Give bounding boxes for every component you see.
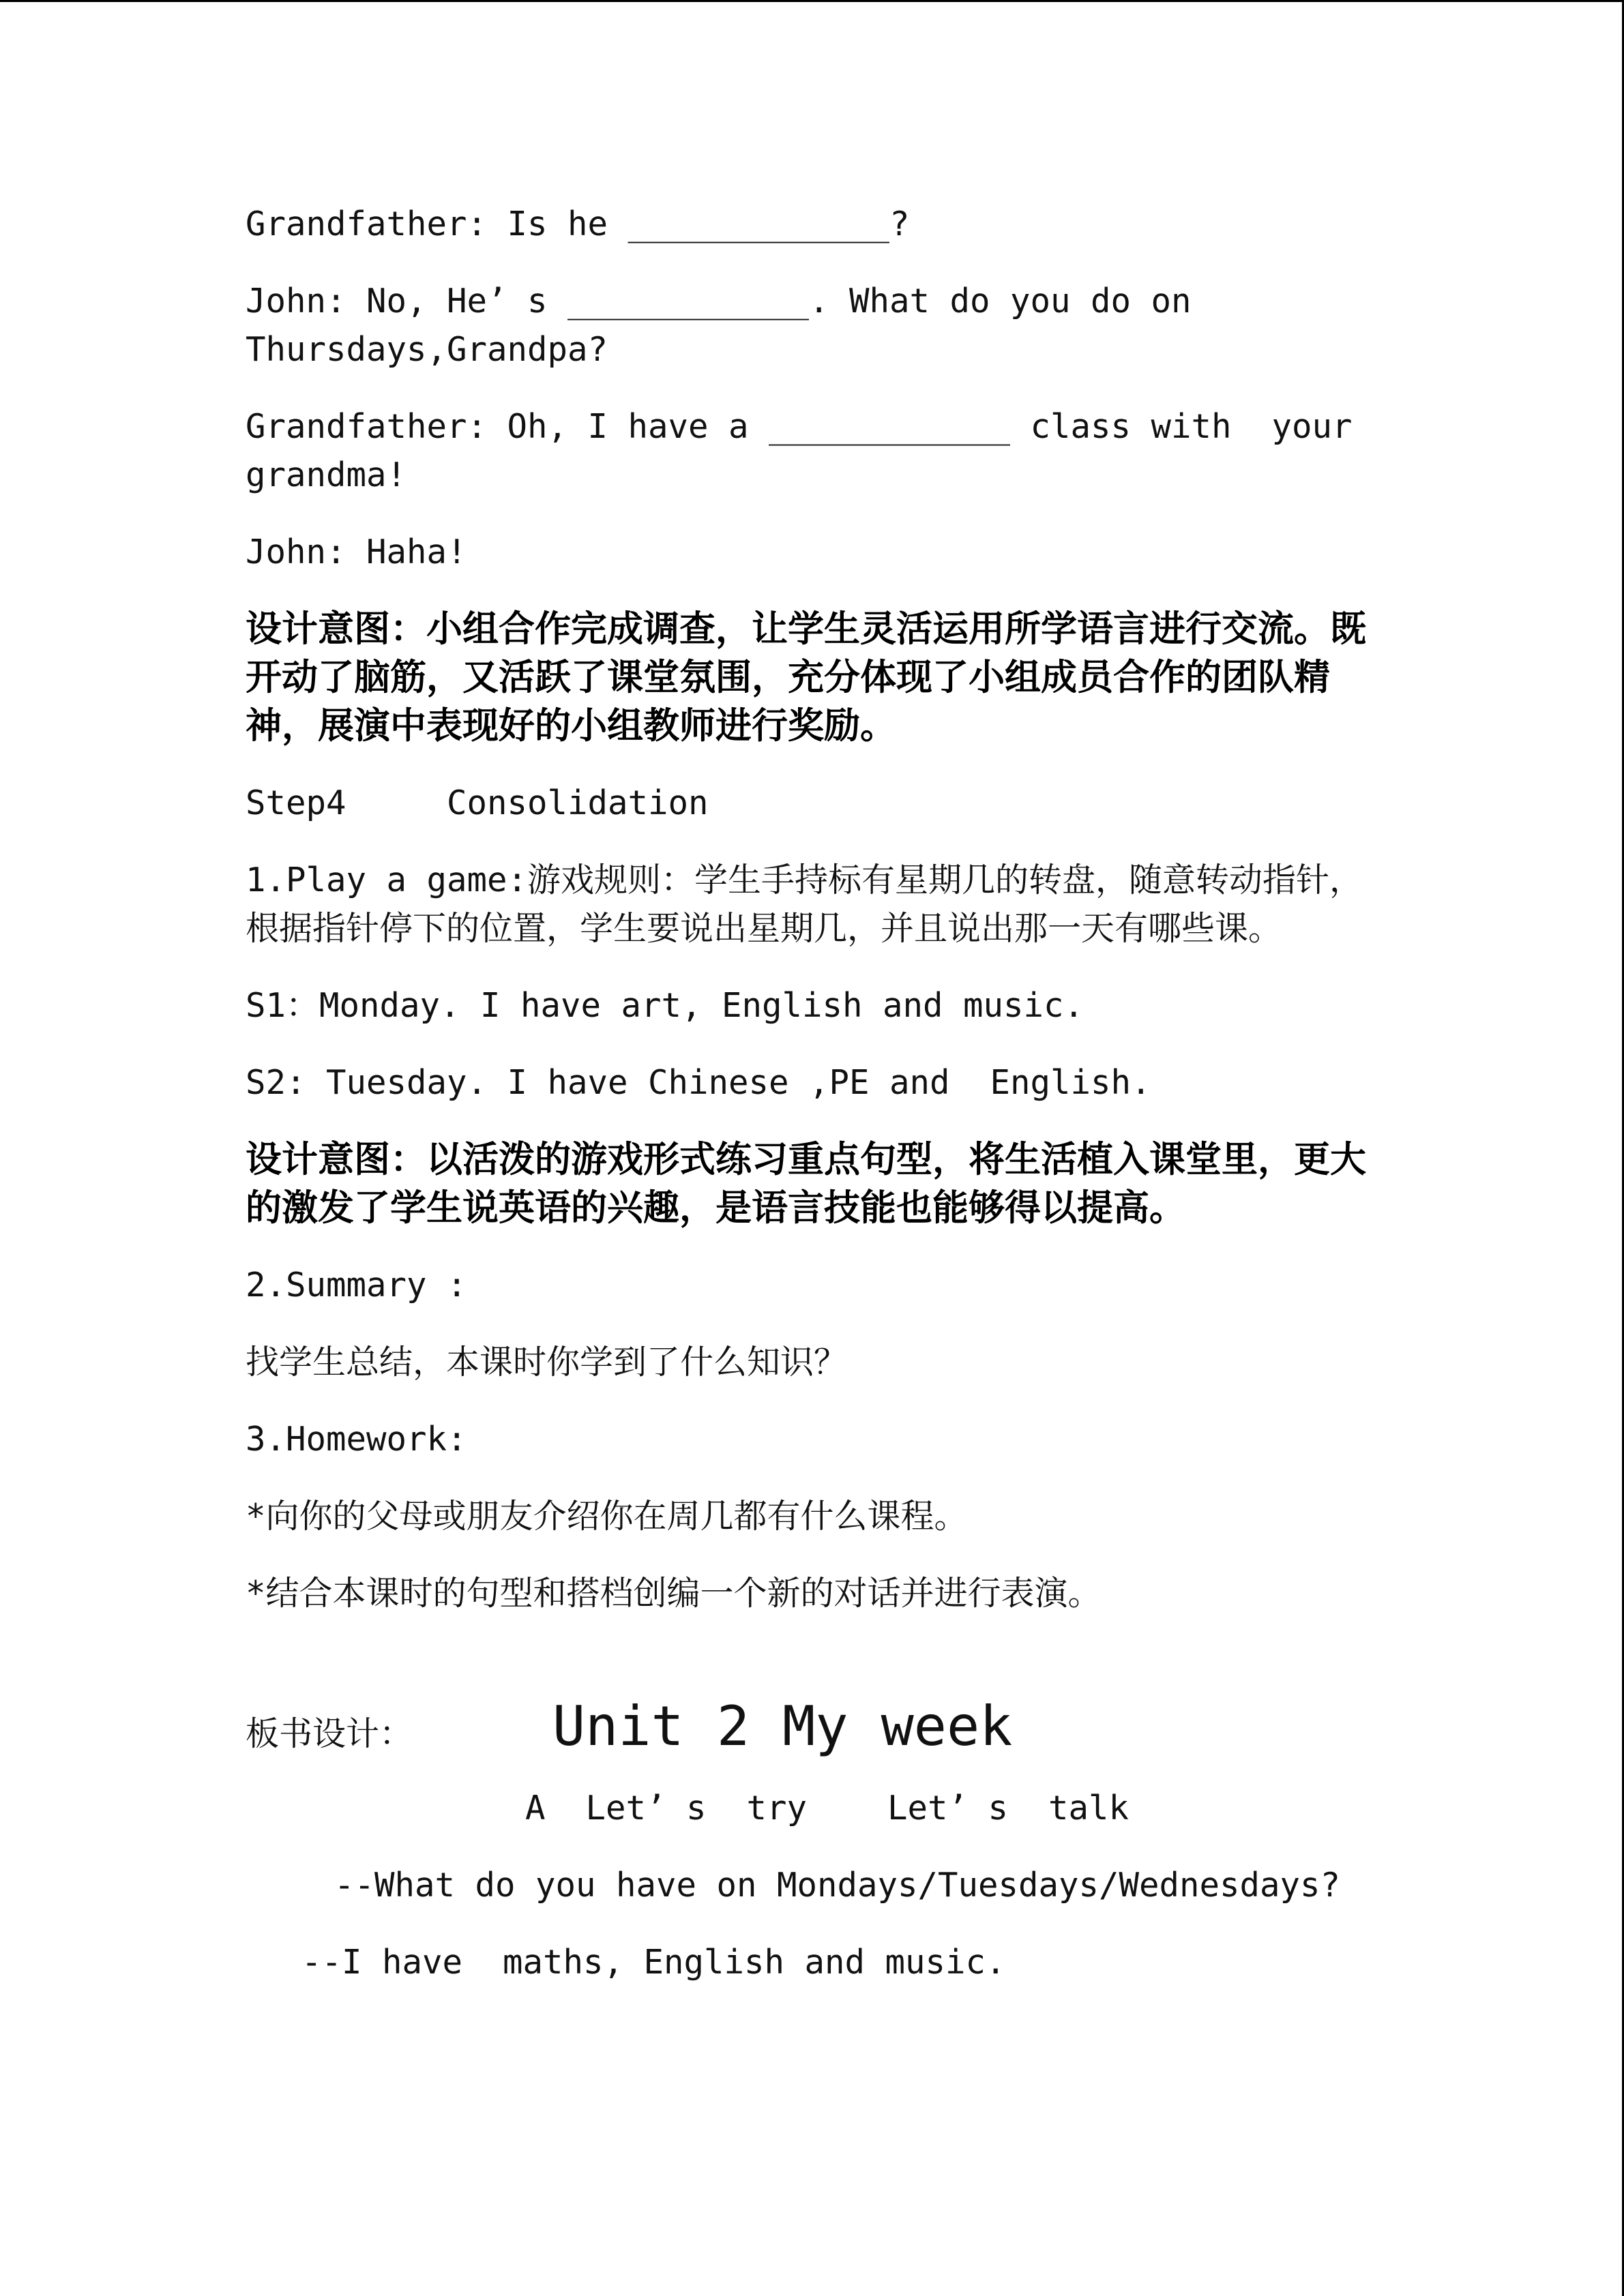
game-rule-paragraph: 1.Play a game:游戏规则：学生手持标有星期几的转盘，随意转动指针，根据指针停下的位置，学生要说出星期几，并且说出那一天有哪些课。 — [246, 861, 1363, 948]
board-question: --What do you have on Mondays/Tuesdays/Wednesdays? — [334, 1866, 1341, 1905]
design-intent-paragraph-2: 设计意图：以活泼的游戏形式练习重点句型，将生活植入课堂里，更大的激发了学生说英语的兴趣，是语言技能也能够得以提高。 — [246, 1139, 1366, 1229]
summary-text: 找学生总结，本课时你学到了什么知识？ — [246, 1343, 848, 1382]
board-title: Unit 2 My week — [552, 1695, 1013, 1758]
step4-heading: Step4 Consolidation — [246, 784, 709, 822]
homework-item-1: *向你的父母或朋友介绍你在周几都有什么课程。 — [246, 1497, 968, 1536]
homework-heading: 3.Homework: — [246, 1420, 467, 1459]
blackboard-design — [246, 1693, 1391, 1986]
board-header-row — [246, 1693, 1391, 1761]
dialogue-line-grandfather-1: Grandfather: Is he _____________? — [246, 205, 910, 243]
example-line-s2: S2: Tuesday. I have Chinese ,PE and English. — [246, 1063, 1151, 1102]
summary-heading: 2.Summary : — [246, 1266, 467, 1304]
dialogue-line-grandfather-2: Grandfather: Oh, I have a ____________ class with your grandma! — [246, 407, 1373, 494]
board-answer: --I have maths, English and music. — [301, 1943, 1006, 1982]
page-content — [246, 200, 1391, 1986]
board-label: 板书设计： — [246, 1714, 413, 1753]
board-subtitle: A Let’ s try Let’ s talk — [525, 1789, 1130, 1828]
example-line-s1: S1：Monday. I have art, English and music. — [246, 986, 1084, 1025]
dialogue-line-john-1: John: No, He’ s ____________. What do you do on Thursdays,Grandpa? — [246, 282, 1212, 369]
dialogue-line-john-2: John: Haha! — [246, 533, 467, 571]
design-intent-paragraph-1: 设计意图：小组合作完成调查，让学生灵活运用所学语言进行交流。既开动了脑筋，又活跃了课堂氛围，充分体现了小组成员合作的团队精神，展演中表现好的小组教师进行奖励。 — [246, 608, 1366, 747]
homework-item-2: *结合本课时的句型和搭档创编一个新的对话并进行表演。 — [246, 1574, 1102, 1613]
